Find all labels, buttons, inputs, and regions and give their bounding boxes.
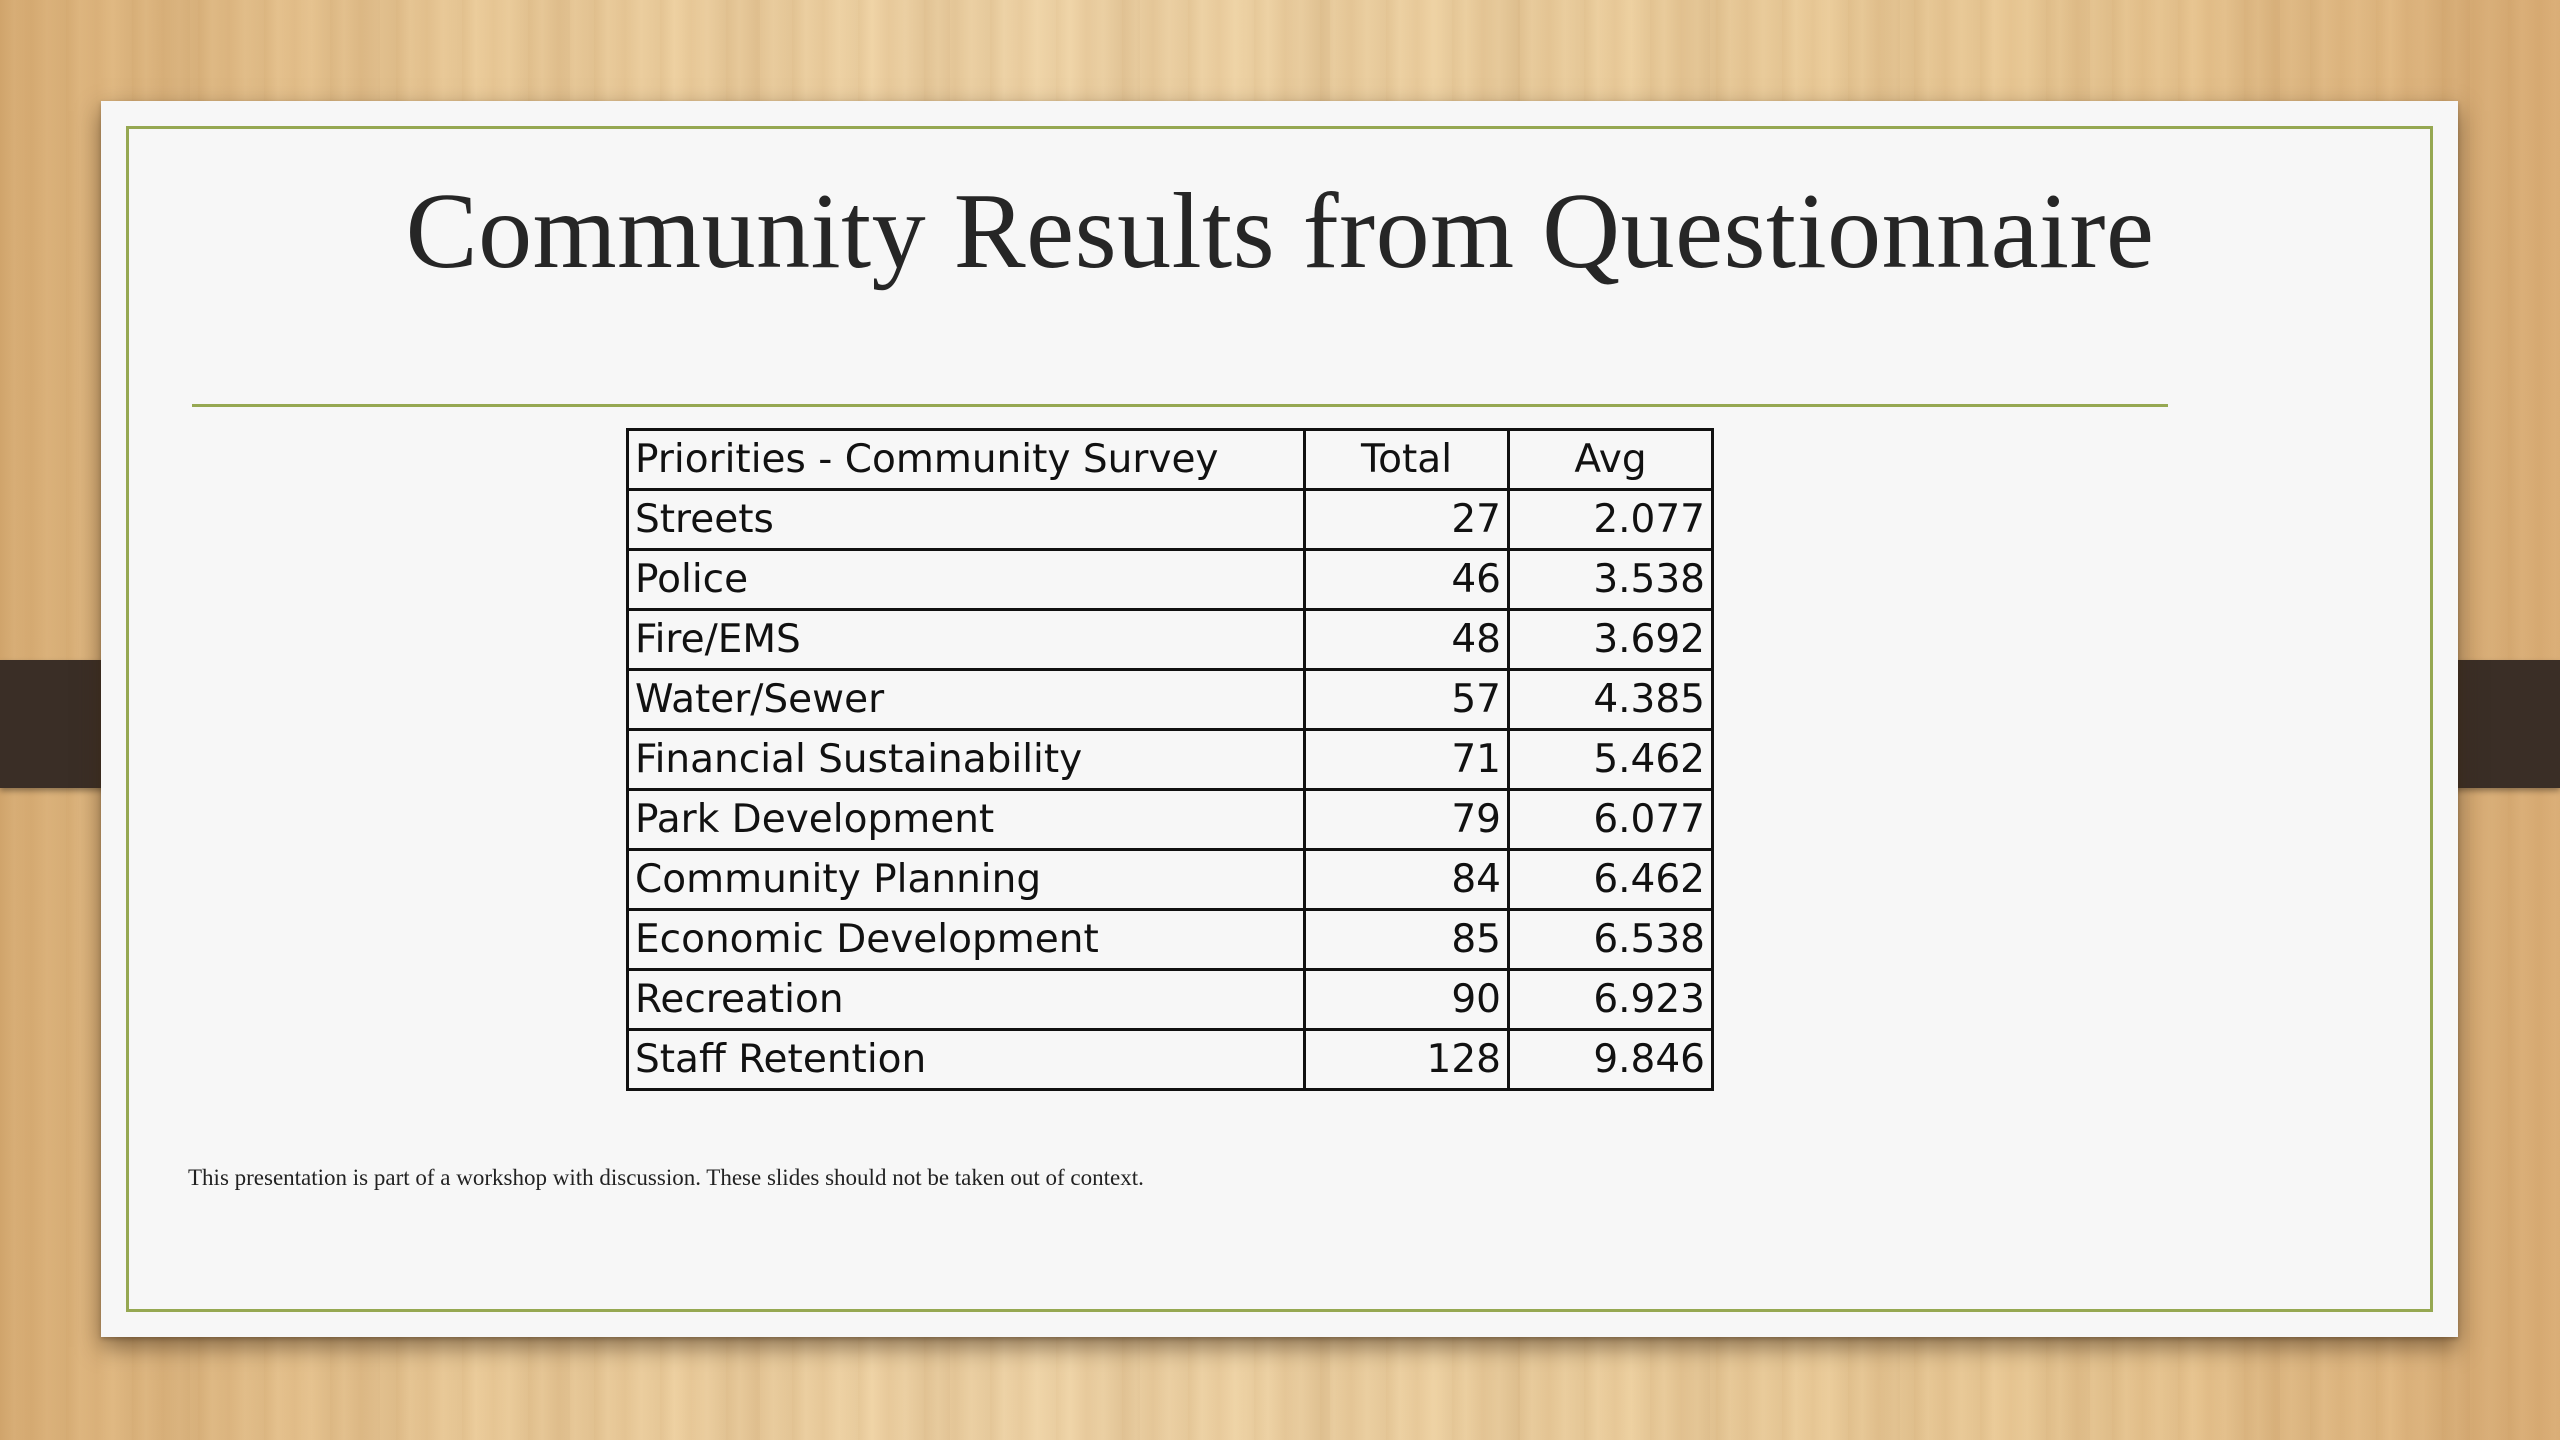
row-avg: 6.538 (1509, 910, 1713, 970)
row-avg: 6.923 (1509, 970, 1713, 1030)
row-avg: 5.462 (1509, 730, 1713, 790)
table-row (628, 850, 1713, 910)
row-total: 128 (1305, 1030, 1509, 1090)
row-total: 79 (1305, 790, 1509, 850)
table-row (628, 730, 1713, 790)
row-avg: 3.538 (1509, 550, 1713, 610)
header-priorities: Priorities - Community Survey (628, 430, 1305, 490)
table-row (628, 670, 1713, 730)
row-name: Recreation (628, 970, 1305, 1030)
row-name: Economic Development (628, 910, 1305, 970)
table-row (628, 970, 1713, 1030)
row-name: Streets (628, 490, 1305, 550)
row-name: Staff Retention (628, 1030, 1305, 1090)
slide-footer-disclaimer: This presentation is part of a workshop with discussion. These slides should not be taken out of context. (188, 1165, 1144, 1190)
table-row (628, 910, 1713, 970)
title-divider-rule (192, 404, 2168, 407)
row-avg: 6.077 (1509, 790, 1713, 850)
row-name: Water/Sewer (628, 670, 1305, 730)
row-name: Fire/EMS (628, 610, 1305, 670)
header-total: Total (1305, 430, 1509, 490)
row-name: Park Development (628, 790, 1305, 850)
table-row (628, 1030, 1713, 1090)
row-total: 90 (1305, 970, 1509, 1030)
row-total: 71 (1305, 730, 1509, 790)
table-header-row (628, 430, 1713, 490)
row-avg: 3.692 (1509, 610, 1713, 670)
survey-results-table (626, 428, 1714, 1091)
row-total: 46 (1305, 550, 1509, 610)
row-total: 57 (1305, 670, 1509, 730)
row-total: 84 (1305, 850, 1509, 910)
row-avg: 4.385 (1509, 670, 1713, 730)
row-total: 48 (1305, 610, 1509, 670)
row-name: Financial Sustainability (628, 730, 1305, 790)
slide-title: Community Results from Questionnaire (405, 172, 2155, 291)
row-avg: 9.846 (1509, 1030, 1713, 1090)
table-row (628, 490, 1713, 550)
table-row (628, 610, 1713, 670)
row-avg: 2.077 (1509, 490, 1713, 550)
row-total: 85 (1305, 910, 1509, 970)
header-avg: Avg (1509, 430, 1713, 490)
table-row (628, 790, 1713, 850)
row-name: Community Planning (628, 850, 1305, 910)
table-row (628, 550, 1713, 610)
row-name: Police (628, 550, 1305, 610)
row-avg: 6.462 (1509, 850, 1713, 910)
row-total: 27 (1305, 490, 1509, 550)
